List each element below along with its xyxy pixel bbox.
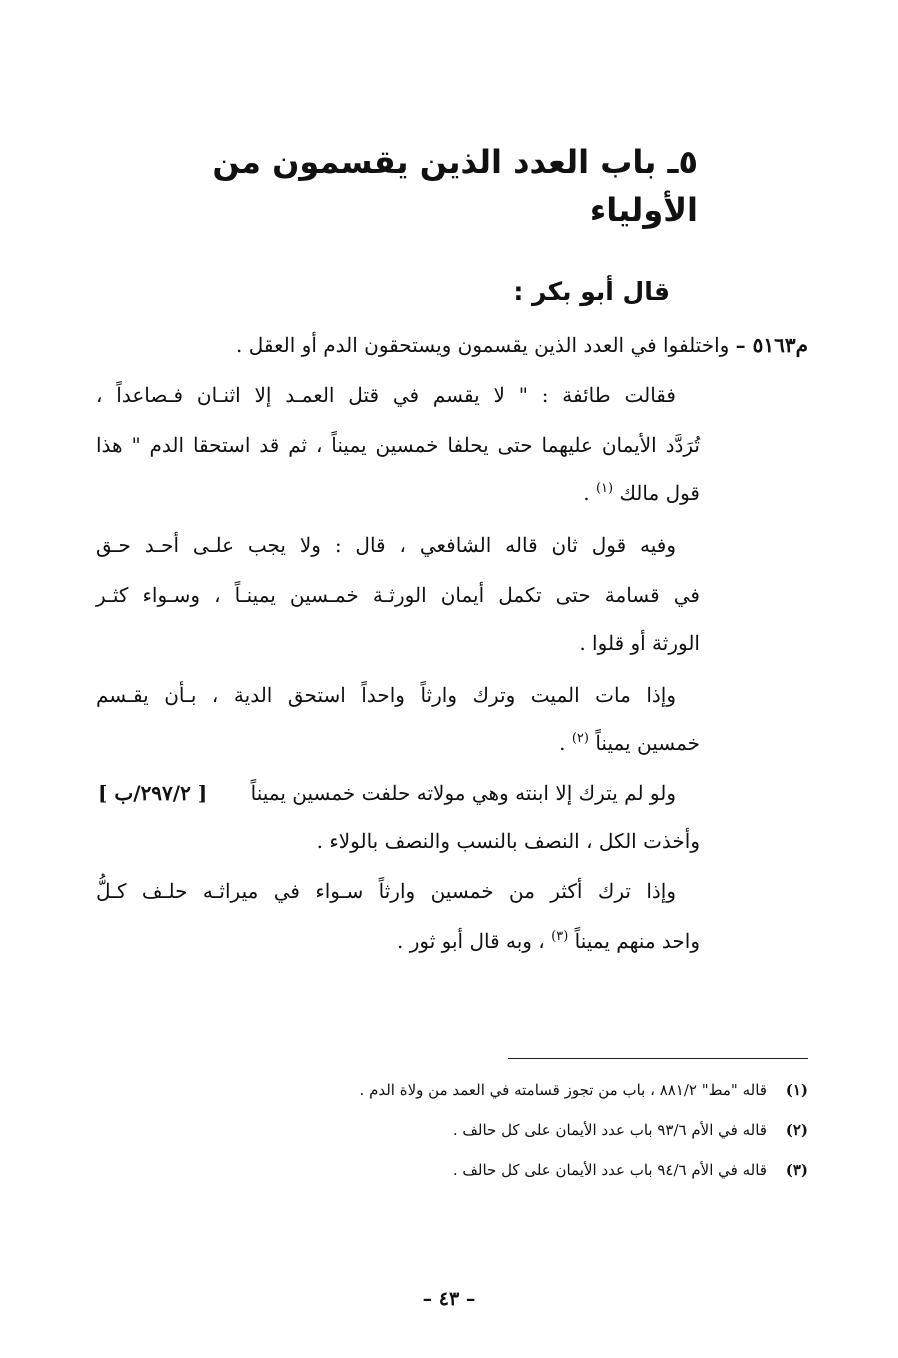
- period: .: [559, 731, 566, 755]
- line-text: قول مالك: [619, 481, 700, 505]
- line-text: خمسين يميناً: [595, 731, 700, 755]
- footnote: [453, 1158, 808, 1182]
- footnote-text: قاله في الأم ٩٣/٦ باب عدد الأيمان على كل حالف .: [452, 1121, 767, 1139]
- paragraph-line: الورثة أو قلوا .: [579, 631, 700, 655]
- period: .: [583, 481, 590, 505]
- paragraph-line: [559, 726, 700, 764]
- paragraph-line: في قسامة حتى تكمل أيمان الورثـة خمـسين يمينـاً ، وسـواء كثـر: [96, 583, 700, 607]
- footnote-ref: (٣): [551, 929, 569, 944]
- paragraph-line: فقالت طائفة : " لا يقسم في قتل العمـد إلا اثنـان فـصاعداً ،: [96, 383, 676, 407]
- line-text: ، وبه قال أبو ثور .: [397, 929, 545, 953]
- paragraph-line: ولو لم يترك إلا ابنته وهي مولاته حلفت خمسين يميناً: [250, 781, 676, 805]
- paragraph-line: [583, 476, 700, 514]
- paragraph-line: تُرَدَّد الأيمان عليهما حتى يحلفا خمسين يميناً ، ثم قد استحقا الدم " هذا: [96, 433, 700, 457]
- footnote-number: (٢): [785, 1121, 808, 1139]
- paragraph-line: [236, 328, 808, 362]
- manuscript-folio-ref: [ ٢٩٧/٢/ب ]: [98, 781, 208, 805]
- paragraph-line: وإذا مات الميت وترك وارثاً واحداً استحق الدية ، بـأن يقـسم: [96, 683, 676, 707]
- paragraph-line: وفيه قول ثان قاله الشافعي ، قال : ولا يجب علـى أحـد حـق: [96, 533, 676, 557]
- footnote-separator: [508, 1058, 808, 1059]
- paragraph-line: وإذا ترك أكثر من خمسين وارثاً سـواء في ميراثـه حلـف كـلُّ: [96, 879, 676, 903]
- marginal-number: م٥١٦٣ –: [735, 333, 808, 357]
- footnote-text: قاله "مط" ٨٨١/٢ ، باب من تجوز قسامته في العمد من ولاة الدم .: [359, 1081, 767, 1099]
- paragraph-line: [397, 924, 700, 962]
- footnote-ref: (١): [595, 481, 614, 496]
- footnote: [360, 1078, 808, 1102]
- footnote-text: قاله في الأم ٩٤/٦ باب عدد الأيمان على كل حالف .: [452, 1161, 767, 1179]
- line-text: واحد منهم يميناً: [574, 929, 700, 953]
- line-text: واختلفوا في العدد الذين يقسمون ويستحقون الدم أو العقل .: [236, 333, 730, 357]
- speaker-heading: قال أبو بكر :: [513, 277, 670, 306]
- paragraph-line: وأخذت الكل ، النصف بالنسب والنصف بالولاء .: [316, 829, 700, 853]
- footnote-number: (٣): [785, 1161, 808, 1179]
- chapter-title: ٥ـ باب العدد الذين يقسمون من الأولياء: [212, 143, 698, 229]
- page-number: – ٤٣ –: [422, 1288, 476, 1310]
- footnote-number: (١): [785, 1081, 808, 1099]
- footnote: [453, 1118, 808, 1142]
- footnote-ref: (٢): [571, 731, 589, 746]
